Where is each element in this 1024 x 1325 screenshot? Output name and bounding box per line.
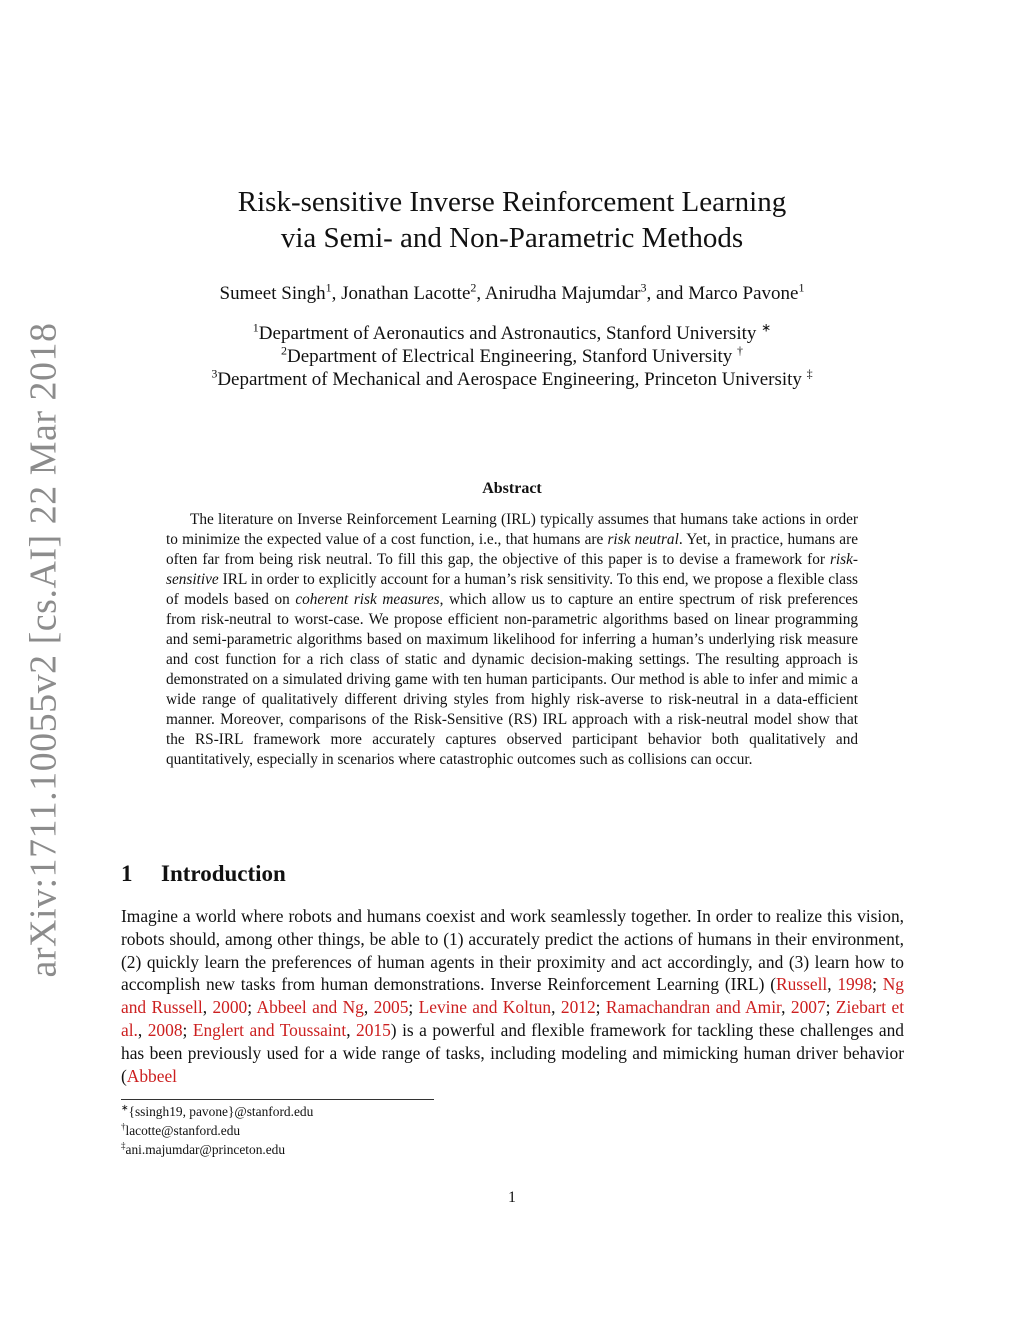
- affiliation-3: $^3$Department of Mechanical and Aerospace Engineering, Princeton University ‡: [211, 366, 813, 390]
- affiliations: [0, 322, 1024, 391]
- arxiv-stamp: [20, 322, 68, 978]
- section-number: 1: [121, 861, 133, 886]
- citation-link[interactable]: Abbeel and Ng: [256, 997, 364, 1018]
- citation-year-link[interactable]: 2015: [356, 1019, 391, 1040]
- author-4: Marco Pavone: [688, 283, 799, 304]
- footnote-divider: [121, 1099, 434, 1100]
- citation-link[interactable]: Ng and Russell: [121, 974, 905, 1018]
- citation-year-link[interactable]: 2008: [147, 1019, 183, 1040]
- citation-link[interactable]: Ramachandran and Amir: [605, 997, 782, 1018]
- citation-link[interactable]: Abbeel: [126, 1065, 178, 1086]
- citation-year-link[interactable]: 2000: [212, 997, 248, 1018]
- title-line-1: Risk-sensitive Inverse Reinforcement Learning: [237, 186, 787, 218]
- citation-year-link[interactable]: 2007: [790, 997, 826, 1018]
- affiliation-1: $^1$Department of Aeronautics and Astronautics, Stanford University ∗: [252, 320, 772, 344]
- footnotes: [121, 1102, 721, 1159]
- paper-title: [0, 184, 1024, 256]
- footnote-3: ‡ani.majumdar@princeton.edu: [121, 1140, 286, 1157]
- arxiv-id: arXiv:1711.10055v2 [cs.AI] 22 Mar 2018: [23, 322, 66, 978]
- affiliation-2: $^2$Department of Electrical Engineering, Stanford University †: [280, 343, 744, 367]
- abstract-heading: Abstract: [482, 480, 542, 497]
- author-list: Sumeet Singh$^1$, Jonathan Lacotte$^2$, Anirudha Majumdar$^3$, and Marco Pavone$^1$: [219, 280, 805, 304]
- citation-link[interactable]: Levine and Koltun: [418, 997, 552, 1018]
- author-1: Sumeet Singh: [219, 283, 326, 304]
- footnote-2: †lacotte@stanford.edu: [121, 1121, 241, 1138]
- title-line-2: via Semi- and Non-Parametric Methods: [280, 222, 744, 254]
- author-3: Anirudha Majumdar: [484, 283, 641, 304]
- citation-link[interactable]: Ziebart et al.: [121, 997, 905, 1040]
- citation-link[interactable]: Russell: [776, 974, 828, 995]
- citation-year-link[interactable]: 1998: [837, 974, 873, 995]
- citation-year-link[interactable]: 2012: [560, 997, 596, 1018]
- citation-link[interactable]: Englert and Toussaint: [192, 1019, 347, 1040]
- abstract-body: The literature on Inverse Reinforcement Learning (IRL) typically assumes that humans take actions in order to minimize the expected value of a cost function, i.e., that humans are risk neutral. Yet, in practice, humans are often far from being risk neutral. To fill this gap, the objective of this paper is to devise a framework for risk-sensitive IRL in order to explicitly account for a human’s risk sensitivity. To this end, we propose a flexible class of models based on coherent risk measures, which allow us to capture an entire spectrum of risk preferences from risk-neutral to worst-case. We propose efficient non-parametric algorithms based on linear programming and semi-parametric algorithms based on maximum likelihood for inferring a human’s underlying risk measure and cost function for a rich class of static and dynamic decision-making settings. The resulting approach is demonstrated on a simulated driving game with ten human participants. Our method is able to infer and mimic a wide range of qualitatively different driving styles from highly risk-averse to risk-neutral in a data-efficient manner. Moreover, comparisons of the Risk-Sensitive (RS) IRL approach with a risk-neutral model show that the RS-IRL framework more accurately captures observed participant behavior both qualitatively and quantitatively, especially in scenarios where catastrophic outcomes such as collisions can occur.: [166, 511, 859, 768]
- section-title: Introduction: [161, 861, 286, 886]
- page-number: 1: [508, 1189, 516, 1206]
- footnote-1: ∗{ssingh19, pavone}@stanford.edu: [121, 1102, 314, 1119]
- citation-year-link[interactable]: 2005: [373, 997, 409, 1018]
- section-heading: [121, 861, 286, 887]
- introduction-paragraph: Imagine a world where robots and humans coexist and work seamlessly together. In order to realize this vision, robots should, among other things, be able to (1) accurately predict the actions of humans in their environment, (2) quickly learn the preferences of human agents in their proximity and act accordingly, and (3) learn how to accomplish new tasks from human demonstrations. Inverse Reinforcement Learning (IRL) (Russell, 1998; Ng and Russell, 2000; Abbeel and Ng, 2005; Levine and Koltun, 2012; Ramachandran and Amir, 2007; Ziebart et al., 2008; Englert and Toussaint, 2015) is a powerful and flexible framework for tackling these challenges and has been previously used for a wide range of tasks, including modeling and mimicking human driver behavior (Abbeel: [121, 906, 905, 1086]
- author-2: Jonathan Lacotte: [341, 283, 471, 304]
